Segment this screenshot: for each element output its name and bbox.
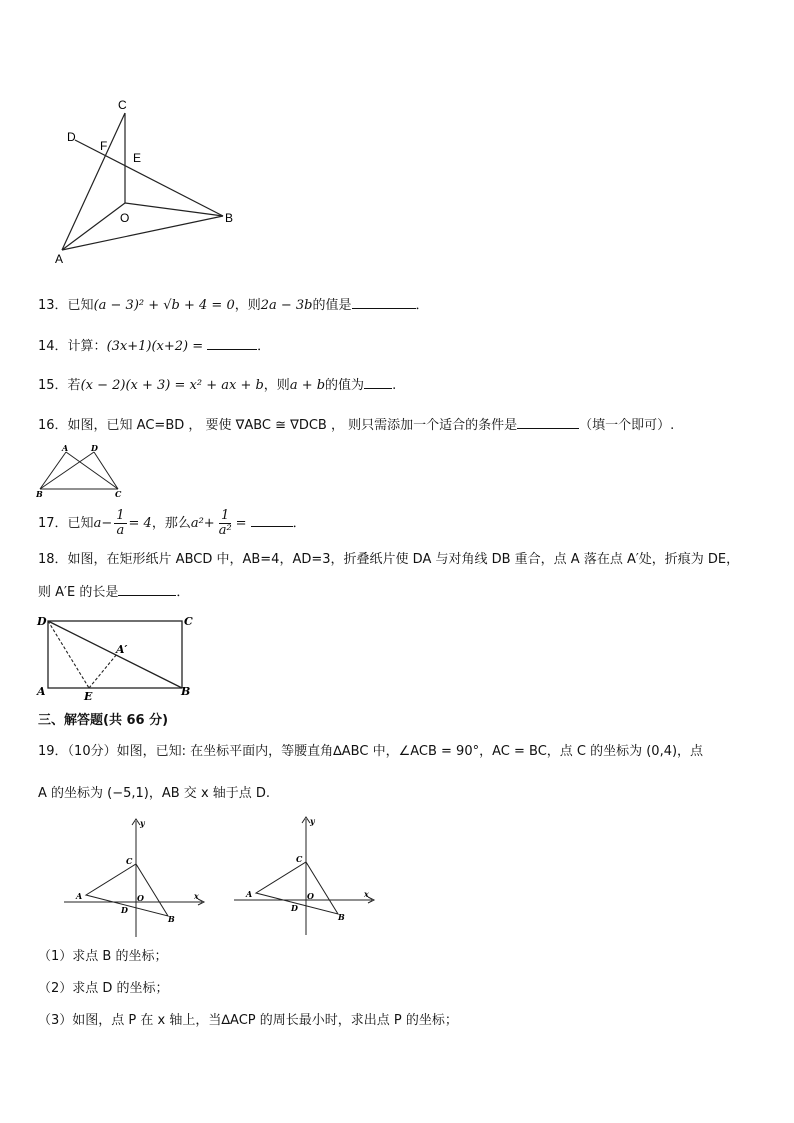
label-e: E bbox=[133, 151, 142, 165]
q13-post: 的值是 bbox=[312, 298, 352, 313]
q13-prefix: 已知 bbox=[67, 298, 94, 313]
figure-q19-right bbox=[230, 813, 380, 938]
question-number: 14． bbox=[38, 339, 68, 354]
question-15 bbox=[38, 376, 396, 395]
question-18-line-1 bbox=[38, 551, 739, 569]
question-16 bbox=[38, 416, 674, 435]
q16-tail: （填一个即可）. bbox=[579, 418, 675, 433]
q17-plus: + bbox=[203, 516, 215, 531]
q15-target: a + b bbox=[289, 378, 326, 393]
q16-text: 如图，已知 AC=BD ， 要使 ∇ABC ≅ ∇DCB ， 则只需添加一个适合的条件是 bbox=[67, 418, 518, 433]
figure-q12 bbox=[50, 95, 250, 270]
label-a-prime: A′ bbox=[116, 643, 128, 656]
axis-x-label: x bbox=[364, 889, 369, 899]
q13-mid: ，则 bbox=[234, 298, 261, 313]
q14-prefix: 计算： bbox=[67, 339, 107, 354]
axis-y-label: y bbox=[140, 818, 145, 828]
segment-ob bbox=[125, 203, 223, 216]
question-number: 15． bbox=[38, 378, 68, 393]
label-c: C bbox=[184, 615, 193, 628]
sub-question-1: （1）求点 B 的坐标； bbox=[38, 949, 168, 964]
q17-fraction-2 bbox=[217, 509, 234, 538]
label-o: O bbox=[307, 891, 314, 901]
question-18-line-2 bbox=[38, 583, 189, 602]
label-b: B bbox=[338, 912, 345, 922]
label-d: D bbox=[91, 443, 98, 453]
segment-ab bbox=[62, 216, 223, 250]
label-a: A bbox=[76, 891, 83, 901]
q15-post: 的值为 bbox=[325, 378, 365, 393]
answer-blank[interactable] bbox=[251, 514, 293, 527]
q13-target: 2a − 3b bbox=[260, 298, 313, 313]
answer-blank[interactable] bbox=[207, 337, 257, 350]
denominator: a bbox=[116, 523, 125, 538]
label-a: A bbox=[37, 685, 46, 698]
q17-a-squared: a² bbox=[190, 516, 204, 531]
question-17 bbox=[38, 507, 306, 541]
label-b: B bbox=[168, 914, 175, 924]
q17-eq2: = bbox=[235, 516, 247, 531]
q17-fraction-1 bbox=[114, 509, 126, 538]
label-d: D bbox=[67, 130, 76, 144]
q18-text: 如图，在矩形纸片 ABCD 中，AB=4，AD=3，折叠纸片使 DA 与对角线 DB 重合，点 A 落在点 A′处，折痕为 DE， bbox=[67, 552, 740, 567]
label-d: D bbox=[37, 615, 47, 628]
label-c: C bbox=[126, 856, 133, 866]
question-number: 17． bbox=[38, 516, 68, 531]
sub-question-3: （3）如图，点 P 在 x 轴上，当∆ACP 的周长最小时，求出点 P 的坐标； bbox=[38, 1013, 458, 1028]
label-b: B bbox=[36, 489, 43, 498]
q17-minus: − bbox=[101, 516, 113, 531]
question-14 bbox=[38, 337, 270, 356]
figure-q16 bbox=[36, 443, 128, 498]
q17-end: ． bbox=[292, 516, 306, 531]
q18-text-2: 则 A′E 的长是 bbox=[38, 585, 119, 600]
q13-expression: (a − 3)² + √b + 4 = 0 bbox=[93, 298, 235, 313]
question-19-line-2: A 的坐标为 (−5,1)，AB 交 x 轴于点 D. bbox=[38, 786, 271, 801]
segment-db bbox=[75, 140, 223, 216]
label-d: D bbox=[121, 905, 128, 915]
answer-blank[interactable] bbox=[352, 296, 416, 309]
numerator: 1 bbox=[116, 508, 125, 523]
label-a: A bbox=[246, 889, 253, 899]
figure-q18 bbox=[34, 612, 204, 702]
section-heading: 三、解答题(共 66 分) bbox=[38, 713, 169, 728]
question-number: 13． bbox=[38, 298, 68, 313]
q17-prefix: 已知 bbox=[67, 516, 94, 531]
label-a: A bbox=[62, 443, 69, 453]
label-c: C bbox=[115, 489, 122, 498]
label-b: B bbox=[181, 685, 191, 698]
figure-q19-left bbox=[60, 815, 210, 940]
label-e: E bbox=[84, 690, 93, 702]
q15-mid: ，则 bbox=[263, 378, 290, 393]
question-19-line-1: 19．（10分）如图，已知: 在坐标平面内，等腰直角∆ABC 中，∠ACB = 90°，AC = BC，点 C 的坐标为 (0,4)，点 bbox=[38, 744, 704, 759]
label-a: A bbox=[55, 252, 64, 266]
q13-end: ． bbox=[415, 298, 429, 313]
axis-y-label: y bbox=[310, 816, 315, 826]
q18-end: ． bbox=[176, 585, 190, 600]
axis-x-label: x bbox=[194, 891, 199, 901]
label-c: C bbox=[296, 854, 303, 864]
label-o: O bbox=[120, 211, 130, 225]
label-d: D bbox=[291, 903, 298, 913]
q15-expression: (x − 2)(x + 3) = x² + ax + b bbox=[80, 378, 264, 393]
sub-question-2: （2）求点 D 的坐标； bbox=[38, 981, 169, 996]
answer-blank[interactable] bbox=[517, 416, 579, 429]
q15-end: . bbox=[392, 378, 397, 393]
q17-mid: ，那么 bbox=[151, 516, 191, 531]
denominator: a² bbox=[218, 523, 232, 538]
numerator: 1 bbox=[221, 508, 230, 523]
answer-blank[interactable] bbox=[118, 583, 176, 596]
q17-eq: = 4 bbox=[128, 516, 152, 531]
q15-prefix: 若 bbox=[67, 378, 81, 393]
question-number: 16． bbox=[38, 418, 68, 433]
q14-end: ． bbox=[257, 339, 271, 354]
label-c: C bbox=[118, 98, 127, 112]
label-o: O bbox=[137, 893, 144, 903]
label-f: F bbox=[100, 139, 108, 153]
answer-blank[interactable] bbox=[364, 376, 392, 389]
q17-var-a: a bbox=[93, 516, 102, 531]
label-b: B bbox=[225, 211, 234, 225]
question-number: 18． bbox=[38, 552, 68, 567]
q14-expression: (3x+1)(x+2) = bbox=[106, 339, 204, 354]
question-13 bbox=[38, 296, 429, 315]
